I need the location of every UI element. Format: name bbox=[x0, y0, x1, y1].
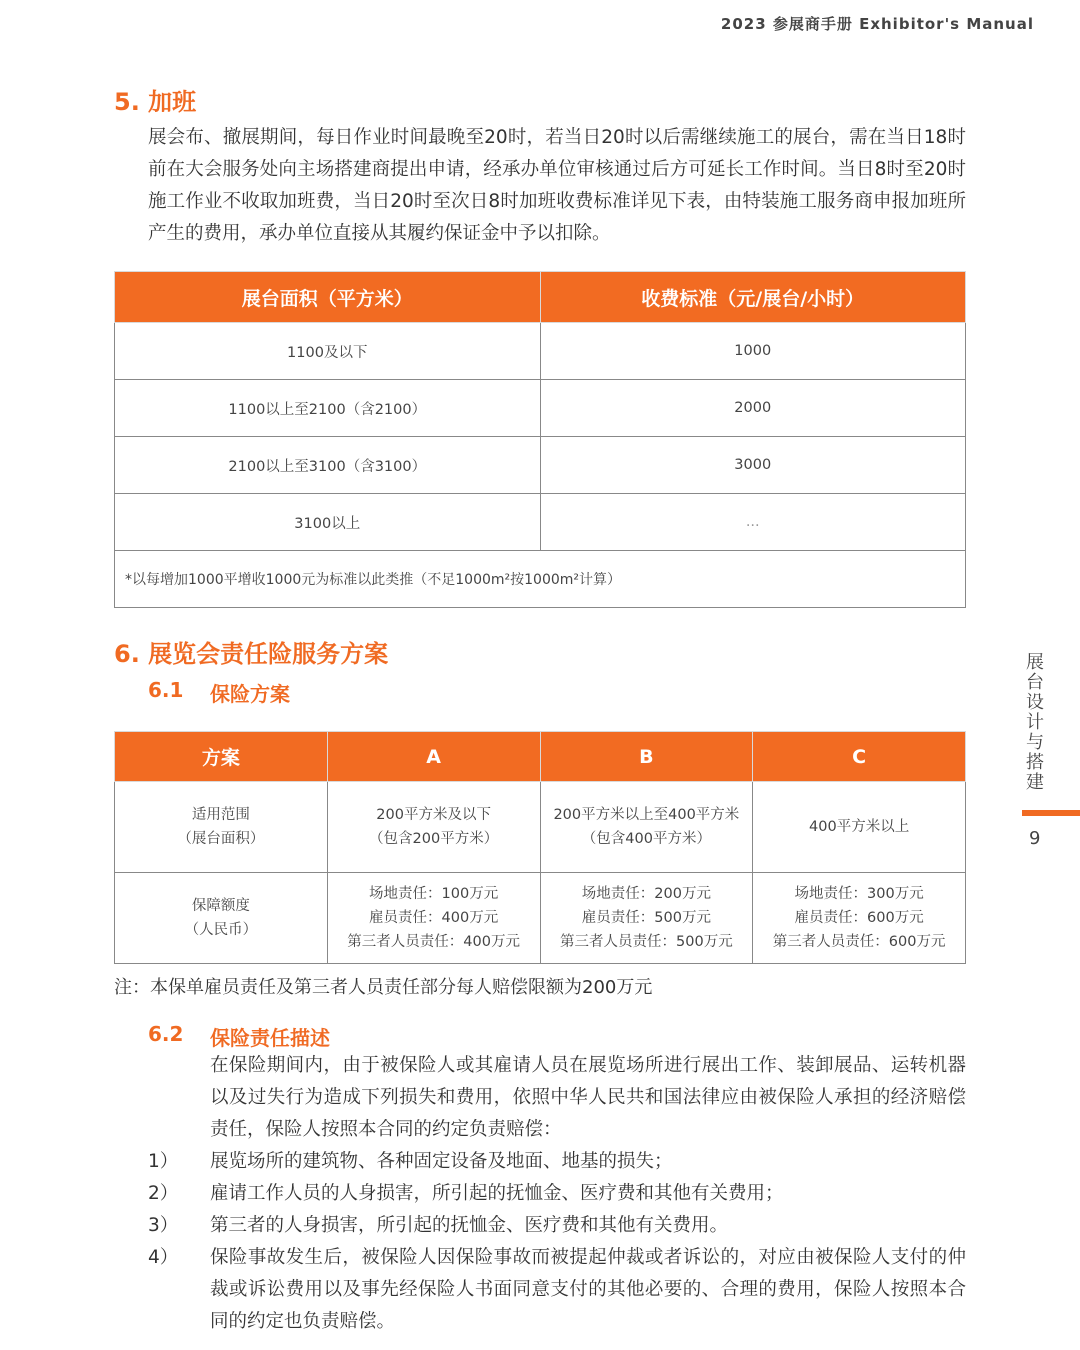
text: 雇员责任：600万元 bbox=[794, 910, 924, 926]
cell: 2100以上至3100（含3100） bbox=[115, 437, 541, 494]
column-header: 方案 bbox=[115, 732, 328, 782]
chapter-tab-bar bbox=[1022, 810, 1080, 816]
table-row bbox=[115, 873, 966, 964]
cell bbox=[327, 873, 540, 964]
text: 雇员责任：400万元 bbox=[369, 910, 499, 926]
column-header: A bbox=[327, 732, 540, 782]
cell bbox=[540, 782, 753, 873]
cell: ... bbox=[540, 494, 966, 551]
cell: 3100以上 bbox=[115, 494, 541, 551]
table-row bbox=[115, 494, 966, 551]
subsection-title: 保险方案 bbox=[210, 682, 290, 706]
text: （展台面积） bbox=[177, 831, 265, 847]
running-header: 2023 参展商手册 Exhibitor's Manual bbox=[720, 15, 1034, 33]
text: 场地责任：300万元 bbox=[794, 886, 924, 902]
row-label bbox=[115, 782, 328, 873]
text: 保障额度 bbox=[191, 898, 250, 914]
text: 场地责任：100万元 bbox=[369, 886, 499, 902]
cell bbox=[540, 873, 753, 964]
section-5-paragraph: 展会布、撤展期间，每日作业时间最晚至20时，若当日20时以后需继续施工的展台，需在当日18时前在大会服务处向主场搭建商提出申请，经承办单位审核通过后方可延长工作时间。当日8时至20时施工作业不收取加班费，当日20时至次日8时加班收费标准详见下表，由特装施工服务商申报加班所产生的费用，承办单位直接从其履约保证金中予以扣除。 bbox=[148, 127, 966, 244]
text: 200平方米及以下 bbox=[376, 807, 491, 823]
text: 雇员责任：500万元 bbox=[581, 910, 711, 926]
cell: 2000 bbox=[540, 380, 966, 437]
text: 第三者人员责任：400万元 bbox=[347, 934, 520, 950]
column-header: 展台面积（平方米） bbox=[115, 272, 541, 323]
cell bbox=[327, 782, 540, 873]
chapter-tab-label: 展台设计与搭建 bbox=[1026, 652, 1044, 793]
text: 400平方米以上 bbox=[809, 819, 910, 835]
text: 适用范围 bbox=[191, 807, 250, 823]
text: 第三者人员责任：500万元 bbox=[560, 934, 733, 950]
subsection-number: 6.1 bbox=[148, 678, 184, 702]
text: （人民币） bbox=[184, 922, 258, 938]
page-number: 9 bbox=[1029, 828, 1041, 849]
overtime-fee-table bbox=[114, 271, 966, 608]
list-number: 3） bbox=[148, 1215, 179, 1236]
text: 200平方米以上至400平方米 bbox=[553, 807, 740, 823]
text: 第三者人员责任：600万元 bbox=[772, 934, 946, 950]
table-row bbox=[115, 782, 966, 873]
text: 场地责任：200万元 bbox=[581, 886, 711, 902]
column-header: B bbox=[540, 732, 753, 782]
cell: 1100以上至2100（含2100） bbox=[115, 380, 541, 437]
cell bbox=[753, 782, 966, 873]
liability-paragraph: 在保险期间内，由于被保险人或其雇请人员在展览场所进行展出工作、装卸展品、运转机器以及过失行为造成下列损失和费用，依照中华人民共和国法律应由被保险人承担的经济赔偿责任，保险人按照本合同的约定负责赔偿： bbox=[210, 1055, 966, 1140]
section-5-title: 5. 加班 bbox=[114, 88, 197, 116]
table-row bbox=[115, 323, 966, 380]
insurance-plan-table bbox=[114, 731, 966, 964]
text: （包含400平方米） bbox=[581, 831, 711, 847]
list-item: 第三者的人身损害，所引起的抚恤金、医疗费和其他有关费用。 bbox=[210, 1215, 729, 1236]
row-label bbox=[115, 873, 328, 964]
list-number: 2） bbox=[148, 1183, 179, 1204]
insurance-note: 注：本保单雇员责任及第三者人员责任部分每人赔偿限额为200万元 bbox=[114, 977, 653, 998]
list-number: 4） bbox=[148, 1247, 179, 1268]
cell bbox=[753, 873, 966, 964]
list-item: 保险事故发生后，被保险人因保险事故而被提起仲裁或者诉讼的，对应由被保险人支付的仲裁或诉讼费用以及事先经保险人书面同意支付的其他必要的、合理的费用，保险人按照本合同的约定也负责赔偿。 bbox=[210, 1247, 966, 1332]
column-header: 收费标准（元/展台/小时） bbox=[540, 272, 966, 323]
table-row bbox=[115, 437, 966, 494]
cell: 1100及以下 bbox=[115, 323, 541, 380]
text: （包含200平方米） bbox=[369, 831, 499, 847]
table-row bbox=[115, 380, 966, 437]
cell: 1000 bbox=[540, 323, 966, 380]
section-6-title: 6. 展览会责任险服务方案 bbox=[114, 640, 389, 668]
column-header: C bbox=[753, 732, 966, 782]
list-item: 展览场所的建筑物、各种固定设备及地面、地基的损失； bbox=[210, 1151, 673, 1172]
subsection-number: 6.2 bbox=[148, 1022, 184, 1046]
subsection-title: 保险责任描述 bbox=[210, 1026, 330, 1050]
list-number: 1） bbox=[148, 1151, 179, 1172]
table-footnote: *以每增加1000平增收1000元为标准以此类推（不足1000m²按1000m²计算） bbox=[115, 551, 966, 608]
list-item: 雇请工作人员的人身损害，所引起的抚恤金、医疗费和其他有关费用； bbox=[210, 1183, 784, 1204]
cell: 3000 bbox=[540, 437, 966, 494]
